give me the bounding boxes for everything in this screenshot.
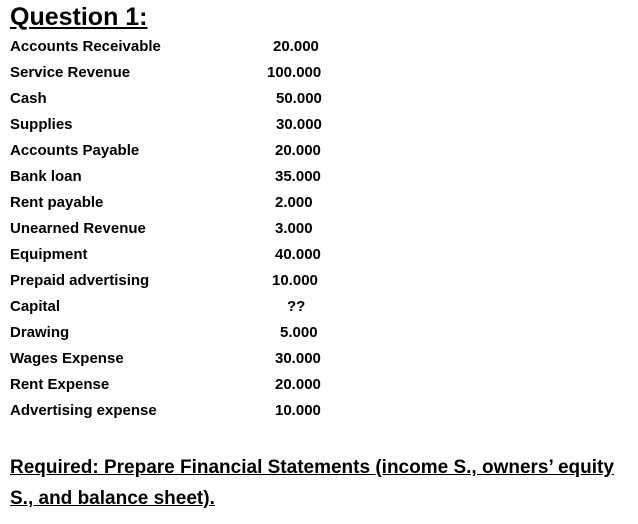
account-row [10,112,410,138]
account-row [10,164,410,190]
required-instructions: Required: Prepare Financial Statements (income S., owners’ equity S., and balance sheet). [10,457,614,509]
account-list [10,34,410,424]
account-value: ?? [287,298,306,315]
account-value: 100.000 [267,64,322,81]
account-name: Wages Expense [10,350,124,367]
account-value: 20.000 [275,142,321,159]
account-name: Bank loan [10,168,82,185]
account-name: Accounts Payable [10,142,140,159]
account-value: 3.000 [275,220,313,237]
account-value: 20.000 [273,38,319,55]
account-row [10,320,410,346]
account-row [10,86,410,112]
account-name: Accounts Receivable [10,38,161,55]
account-name: Rent payable [10,194,104,211]
account-row [10,398,410,424]
account-value: 50.000 [276,90,322,107]
account-row [10,60,410,86]
account-value: 5.000 [280,324,318,341]
account-value: 30.000 [275,350,321,367]
account-value: 30.000 [276,116,322,133]
account-row [10,268,410,294]
account-name: Equipment [10,246,88,263]
account-value: 2.000 [275,194,313,211]
account-value: 20.000 [275,376,321,393]
account-row [10,34,410,60]
account-value: 10.000 [275,402,321,419]
account-row [10,346,410,372]
account-name: Supplies [10,116,73,133]
account-row [10,216,410,242]
account-name: Service Revenue [10,64,131,81]
account-row [10,190,410,216]
account-name: Drawing [10,324,70,341]
account-value: 40.000 [275,246,321,263]
account-name: Capital [10,298,61,315]
account-row [10,138,410,164]
question-title: Question 1: [10,3,148,31]
account-value: 35.000 [275,168,321,185]
account-name: Advertising expense [10,402,157,419]
account-row [10,242,410,268]
account-name: Cash [10,90,47,107]
account-row [10,294,410,320]
account-name: Unearned Revenue [10,220,146,237]
account-row [10,372,410,398]
account-value: 10.000 [272,272,318,289]
account-name: Rent Expense [10,376,110,393]
account-name: Prepaid advertising [10,272,150,289]
